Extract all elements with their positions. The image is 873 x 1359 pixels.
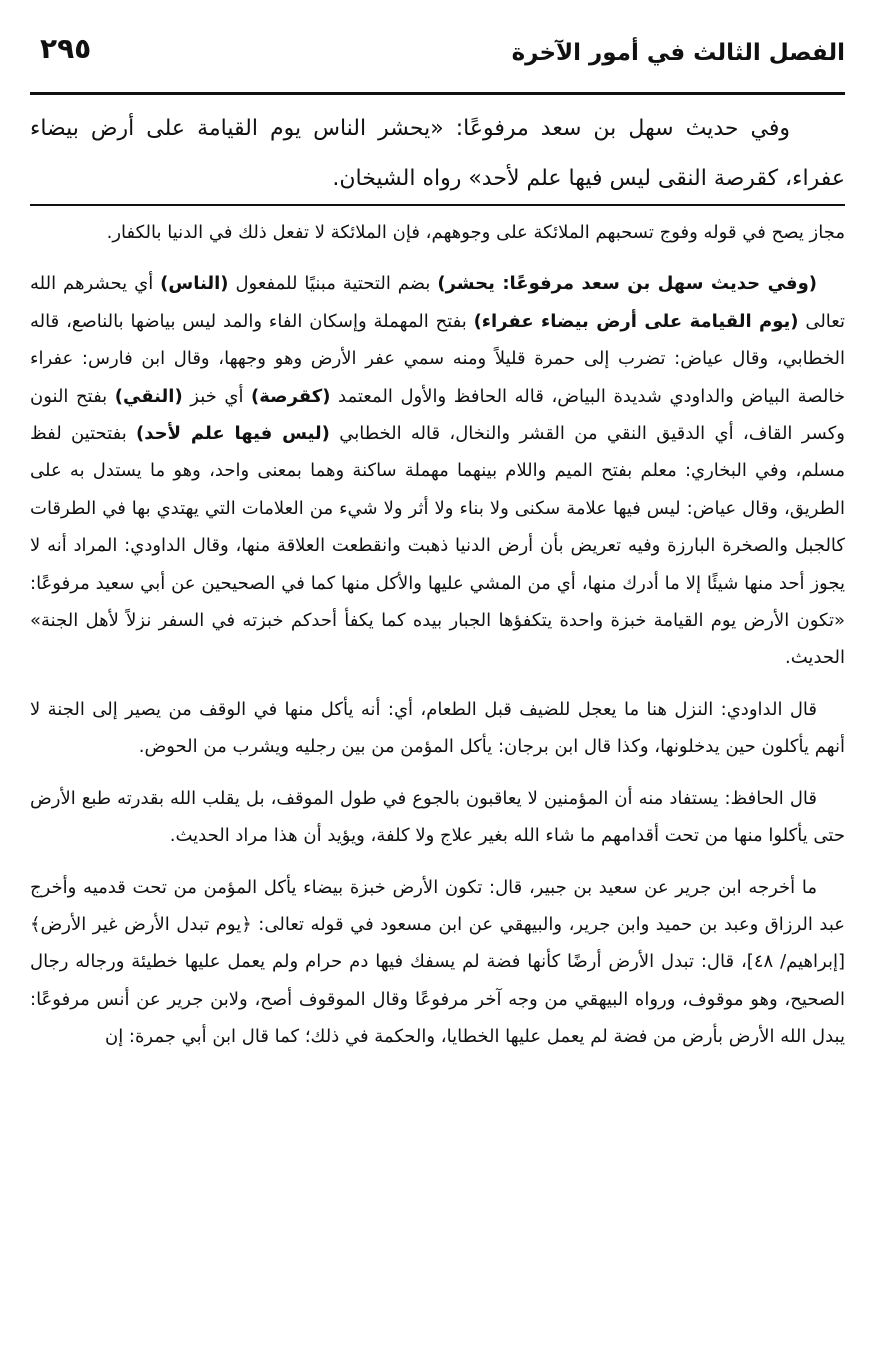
hadith-text: وفي حديث سهل بن سعد مرفوعًا: «يحشر الناس يوم القيامة على أرض بيضاء عفراء، كقرصة النقى ليس فيها علم لأحد» رواه الشيخان. xyxy=(30,116,845,191)
commentary-block xyxy=(30,214,845,1056)
quoted-term: (ليس فيها علم لأحد) xyxy=(136,423,330,445)
hadith-text-block xyxy=(30,104,845,204)
commentary-paragraph-4: قال الحافظ: يستفاد منه أن المؤمنين لا يعاقبون بالجوع في طول الموقف، بل يقلب الله بقدرته طبع الأرض حتى يأكلوا منها من تحت أقدامهم ما شاء الله بغير علاج ولا كلفة، ويؤيد أن هذا مراد الحديث. xyxy=(30,787,845,847)
page-number: ٢٩٥ xyxy=(40,32,92,65)
quoted-term: (يوم القيامة على أرض بيضاء عفراء) xyxy=(473,310,799,332)
running-title: الفصل الثالث في أمور الآخرة xyxy=(511,40,845,66)
quoted-term: (النقي) xyxy=(114,385,183,407)
quoted-term: (الناس) xyxy=(160,273,229,295)
commentary-text: بضم التحتية مبنيًا للمفعول xyxy=(228,273,438,295)
commentary-text: بفتح النون وكسر القاف، أي الدقيق النقي من القشر والنخال، قاله الخطابي xyxy=(30,385,845,445)
commentary-text: أي يحشرهم الله تعالى xyxy=(30,273,845,332)
commentary-text: أي خبز xyxy=(182,385,252,407)
commentary-paragraph-1: مجاز يصح في قوله وفوج تسحبهم الملائكة على وجوههم، فإن الملائكة لا تفعل ذلك في الدنيا بالكفار. xyxy=(106,222,845,243)
commentary-text: بفتح المهملة وإسكان الفاء والمد ليس بياضها بالناصع، قاله الخطابي، وقال عياض: تضرب إلى حمرة قليلاً ومنه سمي عفر الأرض وهو وجهها، وقال ابن فارس: عفراء خالصة البياض والداودي شديدة البياض، قاله الحافظ والأول المعتمد xyxy=(30,310,845,407)
page-header xyxy=(30,30,845,90)
commentary-paragraph-5: ما أخرجه ابن جرير عن سعيد بن جبير، قال: تكون الأرض خبزة بيضاء يأكل المؤمن من تحت قدميه وأخرج عبد الرزاق وعبد بن حميد وابن جرير، والبيهقي عن ابن مسعود في قوله تعالى: ﴿يوم تبدل الأرض غير الأرض﴾ [إبراهيم/ ٤٨]، قال: تبدل الأرض أرضًا كأنها فضة لم يسفك فيها دم حرام ولم يعمل عليها خطيئة ورجاله رجال الصحيح، وهو موقوف، ورواه البيهقي من وجه آخر مرفوعًا وقال الموقوف أصح، ولابن جرير عن أنس مرفوعًا: يبدل الله الأرض بأرض من فضة لم يعمل عليها الخطايا، والحكمة في ذلك؛ كما قال ابن أبي جمرة: إن xyxy=(30,876,845,1048)
commentary-text: بفتحتين لفظ مسلم، وفي البخاري: معلم بفتح الميم واللام بينهما مهملة ساكنة وهما بمعنى واحد، وهو ما يستدل به على الطريق، وقال عياض: ليس فيها علامة سكنى ولا بناء ولا أثر ولا شيء من العلامات التي يهتدي بها في الطرقات كالجبل والصخرة البارزة وفيه تعريض بأن أرض الدنيا ذهبت وانقطعت العلاقة منها، وقال الداودي: المراد أنه لا يجوز أحد منها شيئًا إلا ما أدرك منها، أي من المشي عليها والأكل منها كما في الصحيحين عن أبي سعيد مرفوعًا: «تكون الأرض يوم القيامة خبزة واحدة يتكفؤها الجبار بيده كما يكفأ أحدكم خبزته في السفر نزلاً لأهل الجنة» الحديث. xyxy=(30,423,845,669)
quoted-term: (وفي حديث سهل بن سعد مرفوعًا: يحشر) xyxy=(437,273,817,295)
commentary-paragraph-2 xyxy=(30,265,845,676)
header-rule xyxy=(30,92,845,95)
commentary-paragraph-3: قال الداودي: النزل هنا ما يعجل للضيف قبل الطعام، أي: أنه يأكل منها في الوقف من يصير إلى الجنة لا أنهم يأكلون حين يدخلونها، وكذا قال ابن برجان: يأكل المؤمن من بين رجليه ويشرب من الحوض. xyxy=(30,698,845,758)
section-divider xyxy=(30,204,845,206)
quoted-term: (كقرصة) xyxy=(251,385,331,407)
